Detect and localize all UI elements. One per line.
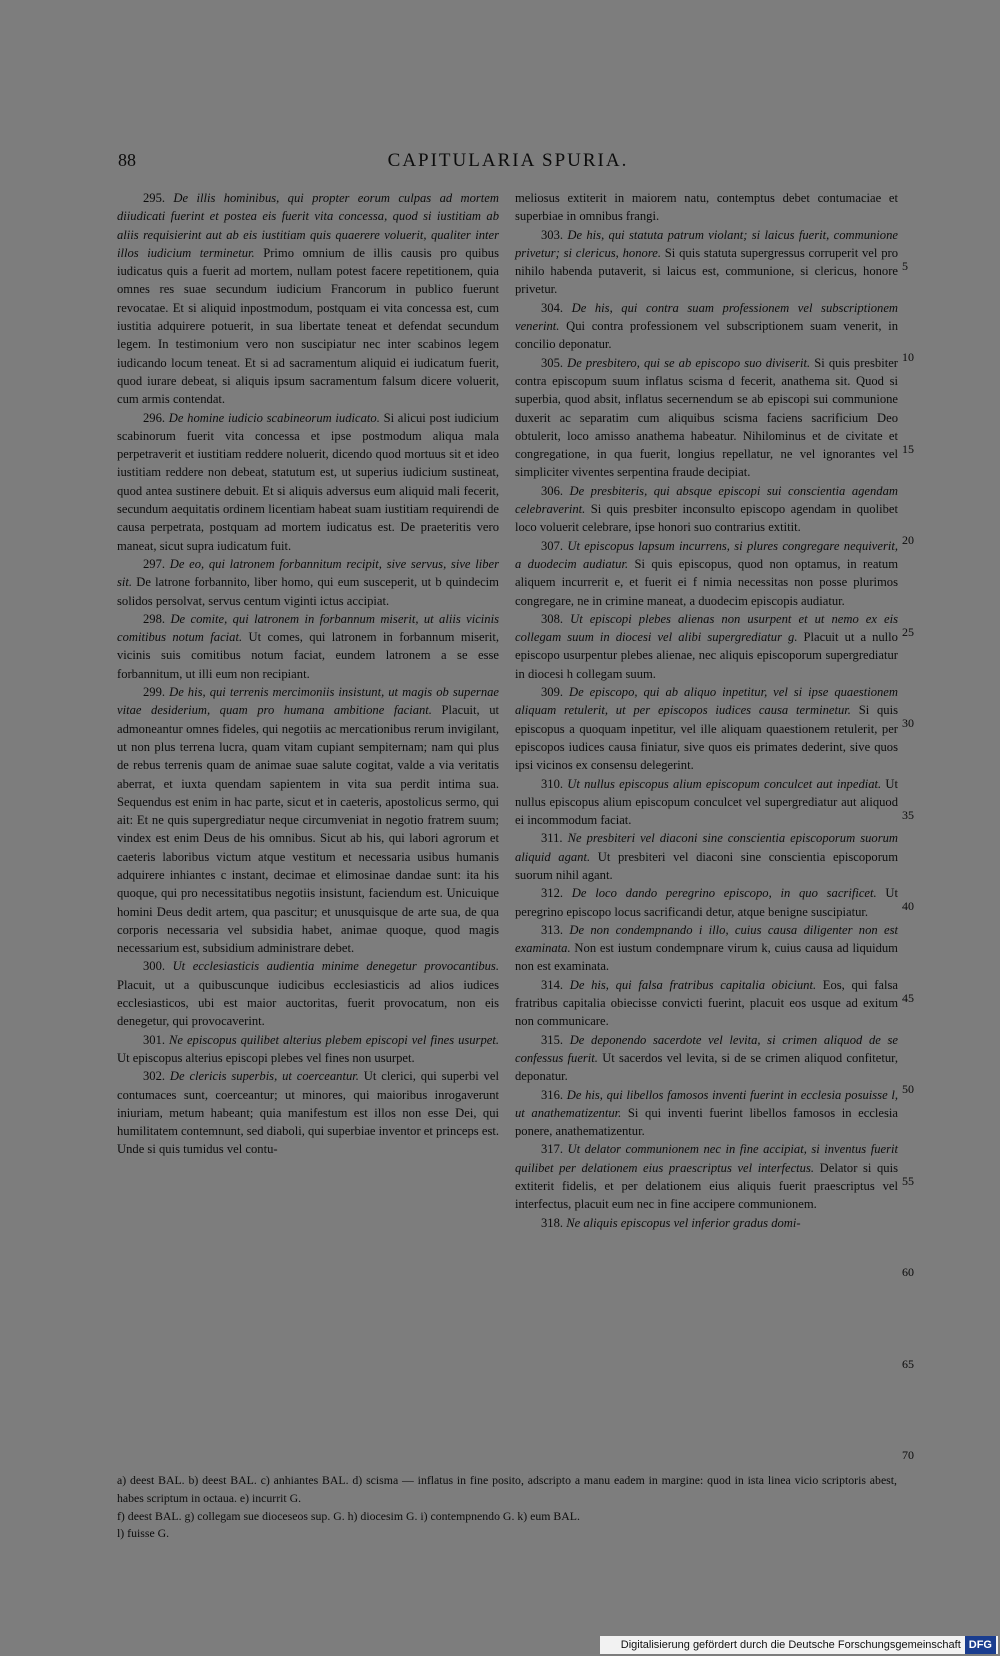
- line-number: 30: [902, 716, 914, 730]
- chapter-text: Ut episcopus alterius episcopi plebes vel fines non usurpet.: [117, 1050, 415, 1065]
- chapter-paragraph: [515, 482, 898, 537]
- line-number: 25: [902, 625, 914, 639]
- chapter-paragraph: [117, 957, 499, 1030]
- chapter-text: Ut nullus episcopus alium episcopum conculcet vel supergrediatur aut aliquod ei incommodum faciat.: [515, 776, 899, 828]
- line-number: 15: [902, 442, 914, 456]
- chapter-title: Ne presbiteri vel diaconi sine conscientia episcoporum suorum aliquid agant.: [515, 831, 898, 864]
- line-number: 55: [902, 1174, 914, 1188]
- chapter-number: 295.: [143, 191, 166, 205]
- chapter-text: Si quis presbiter contra episcopum suum inflatus scisma d fecerit, anathema sit. Quod si superbia, quod absit, inflatus secernendum se ab episcopi sui communione duxerit ac separatim cum aliquibus scisma faciens sacrificium Deo obtulerit, loco amisso anathema habeatur. Nihilominus et de civitate et congregatione, in qua fuerit, longius repellatur, ne vel ignorantes vel simpliciter viventes serpentina fraude decipiat.: [515, 355, 898, 480]
- chapter-paragraph: [515, 354, 898, 482]
- chapter-title: De his, qui contra suam professionem vel subscriptionem venerint.: [515, 300, 899, 334]
- line-number: 60: [902, 1265, 914, 1279]
- chapter-paragraph: [515, 610, 898, 683]
- chapter-paragraph: [117, 1031, 499, 1068]
- page-number: 88: [118, 150, 136, 170]
- chapter-paragraph: [515, 537, 898, 610]
- chapter-number: 305.: [541, 355, 564, 370]
- chapter-text: Primo omnium de illis causis pro quibus iudicatus quis a fuerit ad mortem, nullam potest facere repetitionem, quia omnes res suae secundum iudicium Francorum in publico fuerunt revocatae. Et si aliquid inpostmodum, postquam ei vita concessa est, cum iustitia adquirere potuerit, in sua libertate teneat et defendat secundum legem. In testimonium vero non suscipiatur nec inter scabinos legem iudicando locum teneat. Et si ad sacramentum aliquid ei iudicatum fuerit, quod iurare debeat, si aliquis ipsum sacramentum falsum dicere voluerit, cum armis contendat.: [117, 245, 499, 407]
- chapter-paragraph: [515, 1140, 898, 1213]
- chapter-text: Placuit, ut a quibuscunque iudicibus ecclesiasticis ad alios iudices ecclesiasticos, ubi est maior auctoritas, fuerit provocatum, non eis denegetur, qui provocaverint.: [117, 977, 499, 1029]
- running-title: CAPITULARIA SPURIA.: [387, 150, 629, 171]
- chapter-paragraph: [515, 1031, 898, 1086]
- chapter-title: De non condempnando i illo, cuius causa diligenter non est examinata.: [515, 922, 898, 956]
- chapter-text: meliosus extiterit in maiorem natu, contemptus debet contumaciae et superbiae in omnibus frangi.: [515, 191, 898, 224]
- chapter-paragraph: [515, 829, 898, 884]
- chapter-number: 304.: [541, 300, 564, 315]
- chapter-number: 297.: [143, 556, 166, 571]
- chapter-title: De his, qui falsa fratribus capitalia obiciunt.: [569, 977, 817, 992]
- chapter-paragraph: [117, 555, 499, 610]
- chapter-paragraph: [515, 1214, 898, 1232]
- chapter-paragraph: [117, 610, 499, 683]
- chapter-title: Ut delator communionem nec in fine accipiat, si inventus fuerit quilibet per delationem eius praescriptus vel interfectus.: [515, 1142, 898, 1175]
- chapter-number: 310.: [541, 776, 564, 791]
- chapter-title: De his, qui statuta patrum violant; si laicus fuerit, communione privetur; si clericus, honore.: [515, 227, 898, 260]
- chapter-text: Si alicui post iudicium scabinorum fuerit vita concessa et ipse postmodum aliqua mala perpetraverit et iustitiam reddere noluerit, dicendo quod mortuus sit et ideo iustitiam reddere non debeat, statutum est, ut superius iudicium sustineat, quod antea sustinere debuit. Et si aliquis adversus eum aliquid mali fecerit, secundum aequitatis ordinem licentiam habeat suam iustitiam requirendi de causa perpetrata, postquam ad mortem iudicatus est. De praeteritis vero maneat, sicut supra iudicatum fuit.: [117, 410, 499, 553]
- chapter-text: Ut comes, qui latronem in forbannum miserit, vicinis suis comitibus notum faciat, eundem latronem a se esse forbannitum, ut illi eum non recipiant.: [117, 630, 499, 681]
- chapter-title: De deponendo sacerdote vel levita, si crimen aliquod de se confessus fuerit.: [515, 1032, 898, 1065]
- chapter-paragraph: [515, 976, 898, 1031]
- chapter-text: Delator si quis extiterit fidelis, et per delationem eius aliquis fuerit praescriptus vel interfectus, placuit eum nec in fine accipere communionem.: [515, 1160, 899, 1212]
- chapter-number: 306.: [541, 483, 564, 498]
- chapter-paragraph: [515, 921, 898, 976]
- chapter-paragraph: [515, 884, 898, 921]
- chapter-title: De presbitero, qui se ab episcopo suo diviserit.: [567, 355, 811, 370]
- chapter-title: De eo, qui latronem forbannitum recipit, sive servus, sive liber sit.: [117, 556, 499, 590]
- chapter-text: Placuit, ut admoneantur omnes fideles, qui negotiis ac mercationibus rerum invigilant, ut non plus terrena lucra, quam vitam cupiant sempiternam; nam qui plus de rebus terrenis quam de animae suae salute cogitat, valde a via veritatis aberrat, et iuxta quendam sapientem in vita sua perdit intima sua. Sequendus est enim in hac parte, sicut et in caeteris, apostolicus sermo, qui ait: Et ne quis supergrediatur neque circumveniat in negotio fratrem suum; vindex est enim Deus de his omnibus. Sicut ab his, qui labori agrorum et caeteris laboribus victum atque vestitum et necessaria usibus humanis adquirere inhiantes c instant, decimae et elimosinae dandae sunt: ita his quoque, qui pro necessitatibus negotiis insistunt, faciendum est. Unicuique homini Deus dedit artem, qua pascitur; et unusquisque de arte sua, de qua corporis necessaria vel subsidia habet, animae quoque, quod magis necessarium est, subsidium administrare debet.: [117, 703, 499, 956]
- chapter-text: Ut sacerdos vel levita, si de se crimen aliquod confitetur, deponatur.: [515, 1050, 898, 1084]
- chapter-text: Eos, qui falsa fratribus capitalia obiecisse convicti fuerint, placuit eos usque ad exitum non communicare.: [515, 977, 899, 1029]
- chapter-number: 316.: [541, 1087, 564, 1102]
- chapter-number: 296.: [143, 410, 166, 425]
- chapter-number: 313.: [541, 922, 564, 937]
- chapter-title: De comite, qui latronem in forbannum miserit, ut aliis vicinis comitibus notum faciat.: [117, 611, 499, 645]
- chapter-title: De presbiteris, qui absque episcopi sui conscientia agendam celebraverint.: [515, 483, 898, 517]
- chapter-number: 314.: [541, 977, 564, 992]
- chapter-title: Ut nullus episcopus alium episcopum conculcet aut inpediat.: [567, 776, 882, 791]
- chapter-number: 312.: [541, 886, 564, 901]
- chapter-text: Ut clerici, qui superbi vel contumaces sunt, coerceantur; ut minores, qui maioribus inrogaverunt iniuriam, metum habeant; quia manifestum est illos non esse Dei, qui humilitatem contemnunt, sed diaboli, qui superbiae inventor et princeps est. Unde si quis tumidus vel contu-: [117, 1069, 499, 1157]
- chapter-title: De homine iudicio scabineorum iudicato.: [168, 410, 380, 425]
- chapter-title: Ne aliquis episcopus vel inferior gradus domi-: [566, 1215, 801, 1230]
- chapter-number: 318.: [541, 1215, 564, 1230]
- chapter-paragraph: [515, 775, 898, 830]
- chapter-paragraph: [515, 1086, 898, 1141]
- chapter-paragraph: [515, 226, 898, 299]
- dfg-logo: DFG: [965, 1636, 996, 1654]
- chapter-number: 308.: [541, 611, 564, 626]
- chapter-number: 299.: [143, 685, 166, 700]
- footnote-line: l) fuisse G.: [117, 1526, 170, 1541]
- footnote-line: f) deest BAL. g) collegam sue dioceseos sup. G. h) diocesim G. i) contempnendo G. k) eum BAL.: [117, 1508, 580, 1523]
- line-number: 5: [902, 259, 908, 273]
- right-column: [515, 189, 898, 1232]
- chapter-number: 309.: [541, 685, 564, 700]
- line-number: 65: [902, 1357, 914, 1371]
- chapter-number: 311.: [541, 831, 563, 846]
- chapter-paragraph: [515, 299, 898, 354]
- footer-text: Digitalisierung gefördert durch die Deutsche Forschungsgemeinschaft: [620, 1639, 961, 1651]
- chapter-title: Ut ecclesiasticis audientia minime denegetur provocantibus.: [172, 959, 499, 974]
- chapter-text: Ut presbiteri vel diaconi sine conscientia episcoporum suorum nihil agant.: [515, 849, 898, 882]
- chapter-number: 300.: [143, 959, 166, 974]
- chapter-number: 317.: [541, 1142, 564, 1157]
- chapter-text: Si qui inventi fuerint libellos famosos in ecclesia ponere, anathematizentur.: [515, 1105, 898, 1139]
- chapter-title: De his, qui terrenis mercimoniis insistunt, ut magis ob supernae vitae desiderium, quam pro humana ambitione faciant.: [117, 685, 499, 718]
- chapter-paragraph: [117, 189, 499, 409]
- chapter-text: Si quis episcopus a quoquam inpetitur, vel ille aliquam quaestionem retulerit, per episcopos iudices causa finiatur, sive quos eis primates dederint, sive quos ipsi vicinos ex consensu delegerint.: [515, 703, 898, 773]
- chapter-title: Ut episcopus lapsum incurrens, si plures congregare nequiverit, a duodecim audiatur.: [515, 538, 898, 571]
- chapter-number: 303.: [541, 227, 564, 242]
- chapter-paragraph: [515, 683, 898, 774]
- page-header: [118, 150, 898, 174]
- chapter-title: De illis hominibus, qui propter eorum culpas ad mortem diiudicati fuerint et postea eis fuerit vita concessa, quod si iustitiam ab aliis requisierint aut ab eis iustitiam quis quaerere voluerit, qualiter inter illos iudicium terminetur.: [117, 191, 499, 260]
- chapter-number: 298.: [143, 611, 166, 626]
- chapter-text: Si quis presbiter inconsulto episcopo agendam in quolibet loco voluerit celebrare, ipse honori suo contrarius extitit.: [515, 502, 898, 535]
- chapter-text: Ut peregrino episcopo locus sacrificandi detur, atque benigne suscipiatur.: [515, 886, 898, 919]
- chapter-number: 315.: [541, 1032, 564, 1047]
- line-number: 70: [902, 1448, 914, 1462]
- chapter-title: Ut episcopi plebes alienas non usurpent et ut nemo ex eis collegam suum in diocesi vel alibi supergrediatur g.: [515, 611, 899, 645]
- left-column: [117, 189, 499, 1159]
- chapter-title: De loco dando peregrino episcopo, in quo sacrificet.: [571, 886, 877, 901]
- line-number: 40: [902, 899, 914, 913]
- chapter-number: 307.: [541, 538, 564, 553]
- chapter-title: Ne episcopus quilibet alterius plebem episcopi vel fines usurpet.: [169, 1032, 499, 1047]
- chapter-text: Qui contra professionem vel subscriptionem suam venerit, in concilio deponatur.: [515, 319, 899, 352]
- chapter-paragraph: [515, 189, 898, 226]
- chapter-number: 302.: [143, 1069, 166, 1084]
- line-number: 35: [902, 808, 914, 822]
- chapter-text: De latrone forbannito, liber homo, qui eum susceperit, ut b quindecim solidos persolvat, servus centum viginti ictus accipiat.: [117, 575, 499, 608]
- chapter-text: Non est iustum condempnare virum k, cuius causa ad liquidum non est examinata.: [515, 941, 898, 974]
- line-number: 50: [902, 1082, 914, 1096]
- chapter-number: 301.: [143, 1032, 166, 1047]
- line-number: 20: [902, 533, 914, 547]
- chapter-paragraph: [117, 683, 499, 957]
- footnotes: [117, 1472, 897, 1543]
- footnote-line: a) deest BAL. b) deest BAL. c) anhiantes BAL. d) scisma — inflatus in fine posito, adscripto a manu eadem in margine: quod in ista linea vicio scriptoris abest, habes scriptum in octaua. e) incurrit G.: [117, 1473, 897, 1505]
- chapter-text: Placuit ut a nullo episcopo usurpentur plebes alienae, nec aliquis episcoporum supergrediatur in diocesi h collegam suum.: [515, 630, 898, 681]
- chapter-title: De his, qui libellos famosos inventi fuerint in ecclesia posuisse l, ut anathematizentur.: [515, 1087, 898, 1120]
- dfg-footer: [600, 1636, 998, 1654]
- chapter-text: Si quis statuta supergressus corruperit vel pro nihilo habenda putaverit, si laicus est, communione, si clericus, honore privetur.: [515, 245, 898, 297]
- line-numbers: [902, 189, 932, 1489]
- chapter-paragraph: [117, 409, 499, 555]
- line-number: 10: [902, 350, 914, 364]
- line-number: 45: [902, 991, 914, 1005]
- chapter-title: De clericis superbis, ut coerceantur.: [169, 1069, 359, 1084]
- chapter-paragraph: [117, 1067, 499, 1158]
- chapter-title: De episcopo, qui ab aliquo inpetitur, vel si ipse quaestionem aliquam retulerit, ut per episcopos iudices causa terminetur.: [515, 685, 898, 718]
- chapter-text: Si quis episcopus, quod non optamus, in reatum aliquem incurrerit e, et fuerit ei f nimia necessitas non posse plurimos congregare, ne in crimine maneat, a duodecim episcopis audiatur.: [515, 556, 899, 608]
